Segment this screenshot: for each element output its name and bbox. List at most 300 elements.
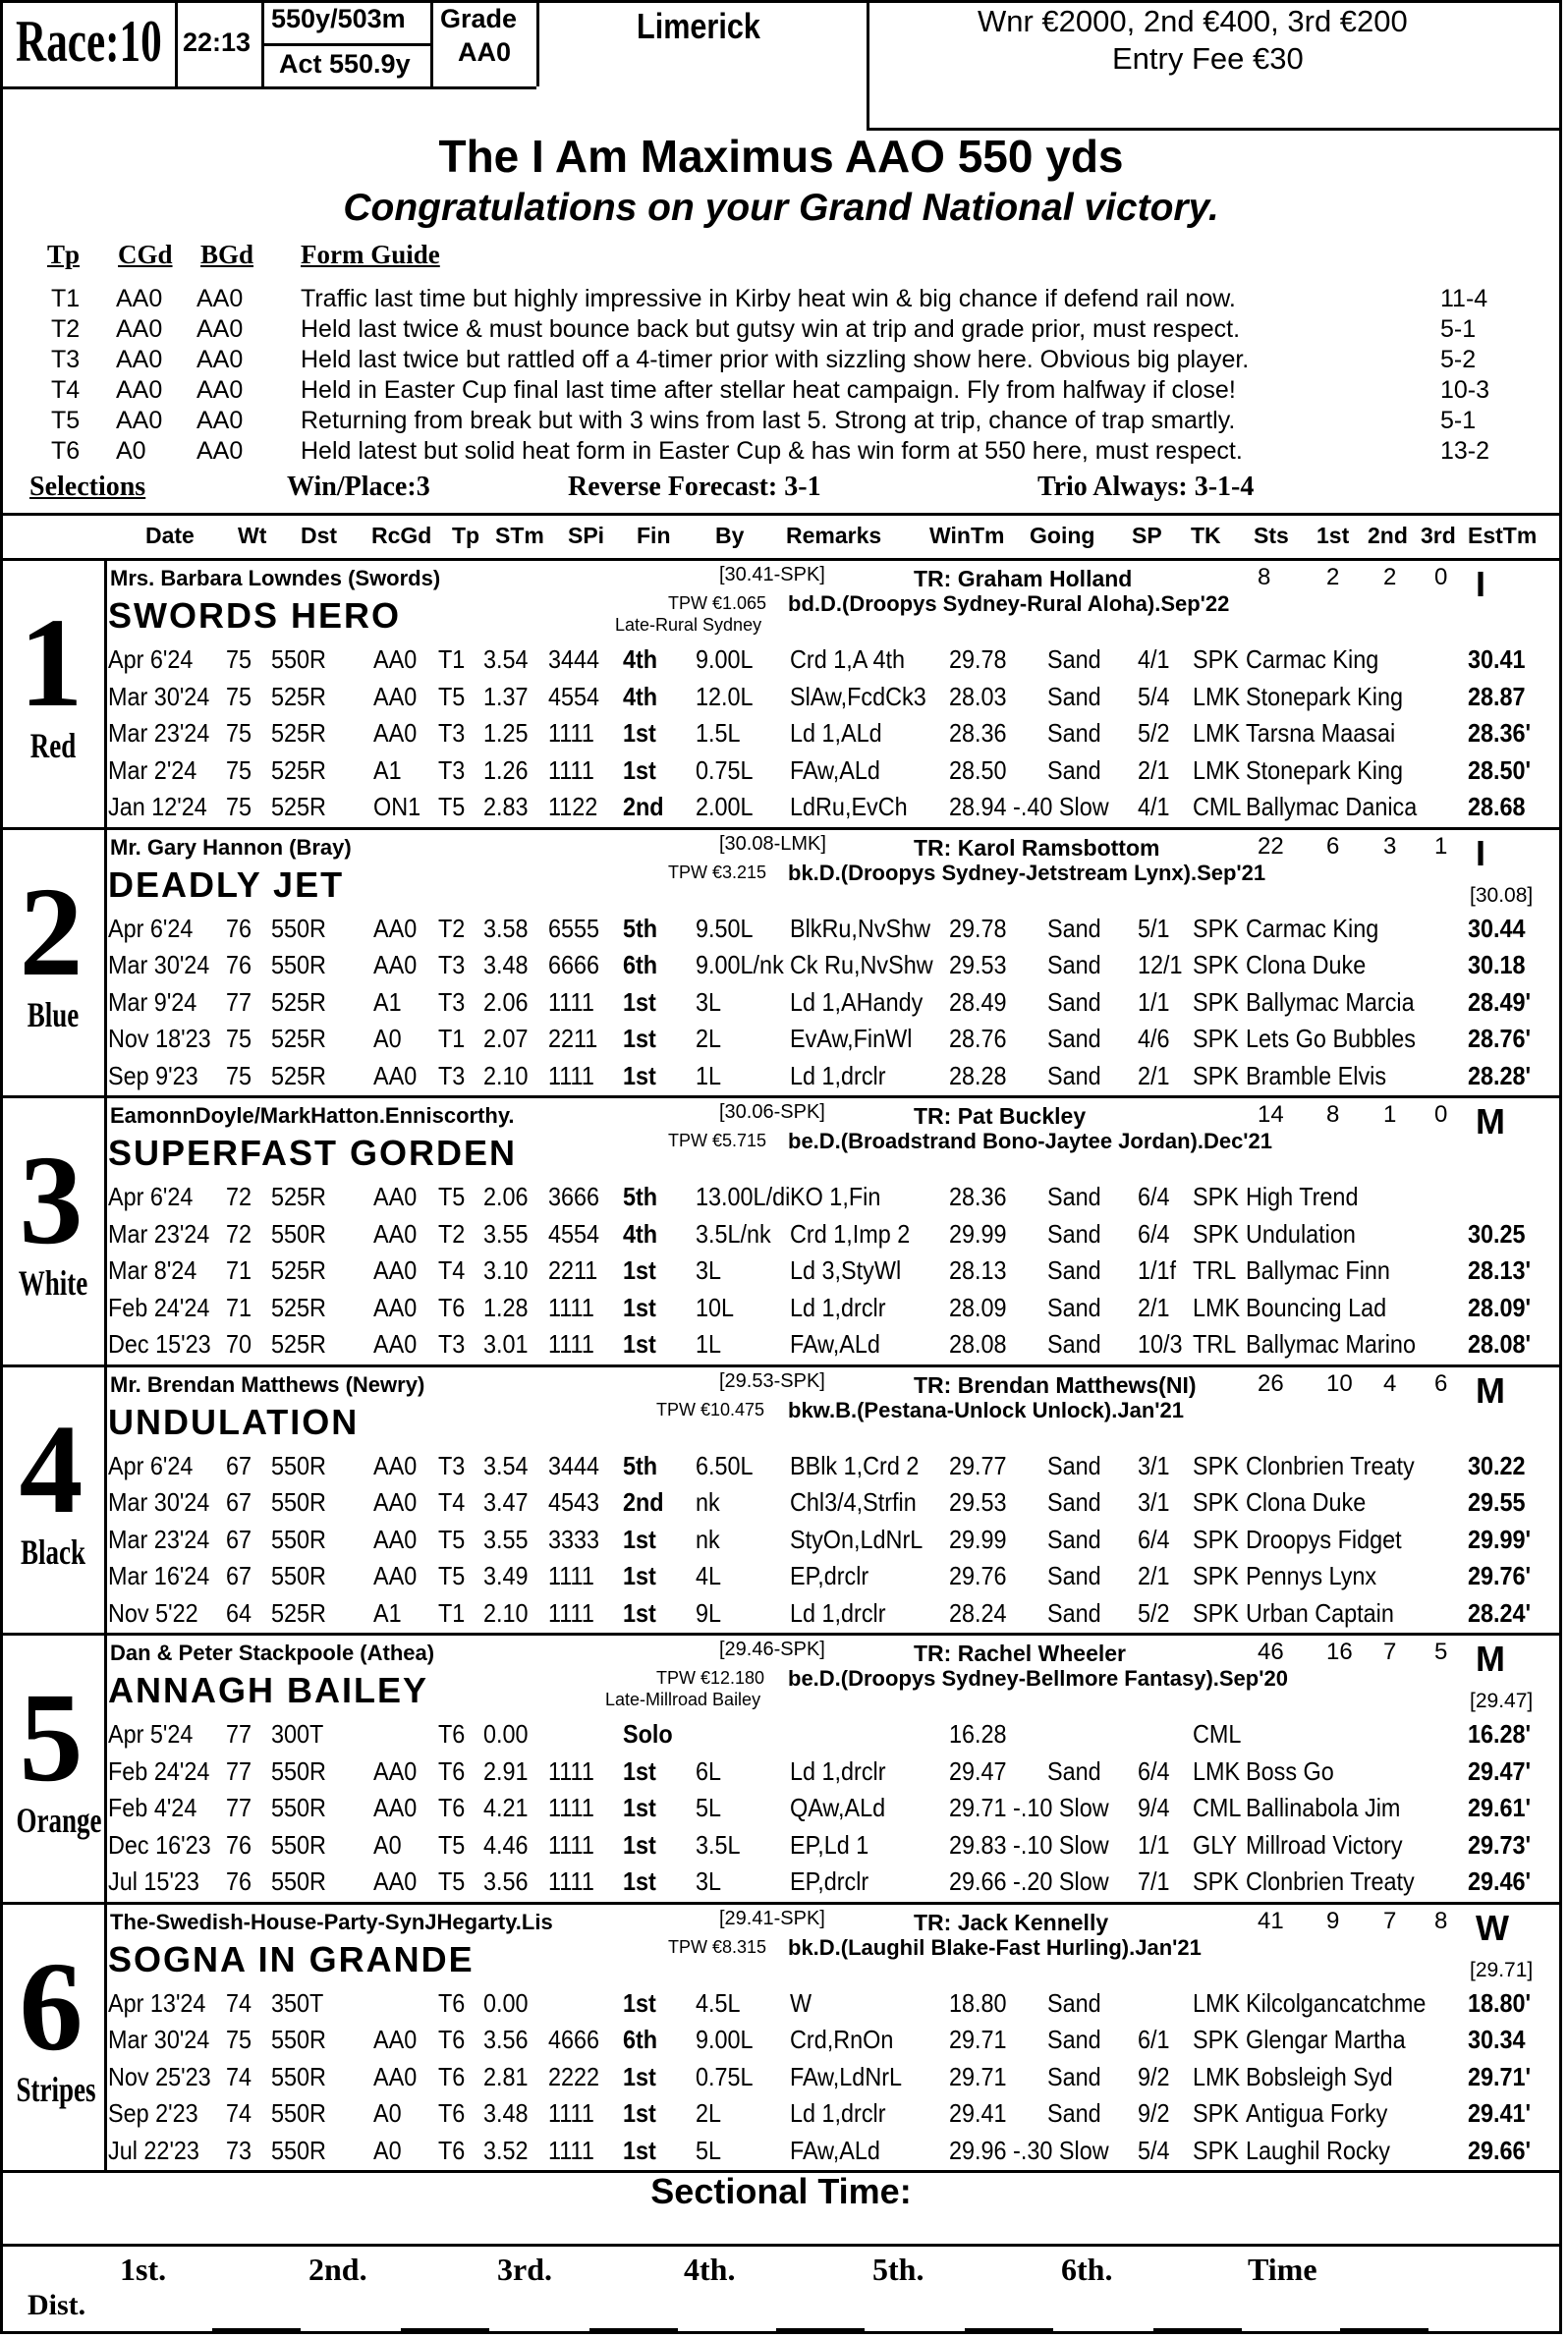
race-cell-winner: Droopys Fidget — [1246, 1524, 1402, 1554]
form-row-bgd: AA0 — [196, 346, 244, 373]
race-cell-stm: 2.07 — [483, 1024, 529, 1053]
race-cell-wintm: 29.41 — [949, 2098, 1007, 2128]
race-cell-est: 28.09' — [1468, 1292, 1532, 1322]
race-cell-fin: 1st — [623, 754, 656, 785]
race-cell-spi: 6666 — [548, 950, 600, 979]
race-cell-est: 29.47' — [1468, 1755, 1532, 1786]
race-cell-going: Sand — [1047, 1255, 1101, 1285]
thirds: 5 — [1434, 1639, 1448, 1665]
tpw-value: TPW €10.475 — [656, 1399, 765, 1420]
race-cell-wintm: 28.50 — [949, 754, 1007, 785]
reverse-forecast: Reverse Forecast: 3-1 — [568, 472, 821, 502]
race-cell-dst: 550R — [271, 1866, 326, 1896]
race-cell-est: 29.71' — [1468, 2061, 1532, 2091]
race-cell-est: 30.22 — [1468, 1450, 1526, 1480]
race-cell-dst: 300T — [271, 1719, 324, 1749]
form-row-text: Held latest but solid heat form in Easter Cup & has win form at 550 here, must respect. — [301, 437, 1243, 465]
race-cell-spi: 1111 — [548, 1597, 594, 1628]
race-cell-grd: AA0 — [373, 1292, 418, 1322]
race-cell-going: Sand — [1047, 1524, 1101, 1554]
race-cell-spi: 4666 — [548, 2025, 600, 2054]
race-cell-tp: T6 — [438, 1755, 466, 1786]
race-cell-wintm: 28.09 — [949, 1292, 1007, 1322]
owner-name: Dan & Peter Stackpoole (Athea) — [110, 1641, 435, 1665]
race-cell-wt: 75 — [226, 644, 252, 674]
race-cell-dst: 525R — [271, 1292, 326, 1322]
race-cell-est: 30.41 — [1468, 644, 1526, 674]
race-cell-spi: 1111 — [548, 2098, 594, 2128]
race-cell-spi: 1111 — [548, 1755, 594, 1786]
best-time: [30.06-SPK] — [719, 1101, 825, 1123]
race-cell-wintm: 18.80 — [949, 1987, 1007, 2018]
race-cell-going: Sand — [1047, 2098, 1101, 2128]
race-cell-remarks: EP,Ld 1 — [790, 1829, 869, 1860]
race-cell-winner: Clona Duke — [1246, 950, 1367, 979]
race-cell-going: Sand — [1047, 1182, 1101, 1211]
race-cell-dst: 550R — [271, 2135, 326, 2165]
race-grade: AA0 — [458, 37, 512, 67]
race-cell-going: Sand — [1047, 1060, 1101, 1090]
race-cell-tp: T6 — [438, 2135, 466, 2165]
race-cell-going: Sand — [1047, 1329, 1101, 1359]
race-cell-stm: 3.58 — [483, 913, 529, 943]
race-cell-winner: Ballymac Danica — [1246, 792, 1418, 821]
race-cell-wt: 74 — [226, 2098, 252, 2128]
trap-colour: Stripes — [16, 2069, 96, 2109]
race-cell-winner: Ballymac Marcia — [1246, 986, 1415, 1017]
race-cell-fin: 1st — [623, 2135, 656, 2165]
trap-number: 2 — [19, 861, 84, 1003]
race-cell-wintm: 29.78 — [949, 913, 1007, 943]
tpw-value: TPW €12.180 — [656, 1668, 765, 1688]
win-place: Win/Place:3 — [287, 472, 430, 502]
form-row-text: Held last twice but rattled off a 4-timer prior with sizzling show here. Obvious big player. — [301, 346, 1250, 373]
race-cell-fin: 1st — [623, 718, 656, 748]
race-cell-wt: 75 — [226, 2025, 252, 2054]
race-cell-spi: 6555 — [548, 913, 600, 943]
race-cell-wintm: 29.78 — [949, 644, 1007, 674]
race-cell-by: 2.00L — [696, 792, 754, 821]
race-cell-stm: 1.25 — [483, 718, 529, 748]
race-cell-by: nk — [696, 1487, 720, 1517]
race-cell-est: 28.68 — [1468, 792, 1526, 821]
column-header: By — [715, 523, 745, 548]
divider — [104, 1095, 107, 1364]
trainer-name: TR: Jack Kennelly — [914, 1909, 1109, 1935]
race-cell-sp: 5/2 — [1138, 1597, 1170, 1628]
race-cell-date: Apr 5'24 — [108, 1719, 194, 1749]
race-cell-going: Sand — [1047, 1450, 1101, 1480]
race-cell-fin: 1st — [623, 1597, 656, 1628]
form-row-bgd: AA0 — [196, 407, 244, 434]
race-cell-wt: 72 — [226, 1218, 252, 1249]
place-label: Time — [1248, 2252, 1317, 2287]
form-row-cgd: AA0 — [116, 376, 163, 404]
race-number: Race:10 — [16, 9, 162, 74]
race-cell-winner: Ballinabola Jim — [1246, 1793, 1401, 1822]
race-cell-sp: 2/1 — [1138, 1561, 1170, 1590]
trap-colour: Orange — [16, 1801, 102, 1840]
race-cell-tp: T6 — [438, 1987, 466, 2018]
race-cell-by: 3L — [696, 986, 722, 1017]
wins: 6 — [1326, 832, 1340, 860]
race-cell-est: 29.66' — [1468, 2135, 1532, 2165]
race-cell-date: Apr 6'24 — [108, 644, 194, 674]
race-cell-wt: 64 — [226, 1597, 252, 1628]
race-cell-remarks: FAw,LdNrL — [790, 2061, 903, 2091]
race-cell-wt: 75 — [226, 681, 252, 711]
wins: 10 — [1326, 1369, 1353, 1397]
best-time: [30.08-LMK] — [719, 832, 826, 855]
race-cell-remarks: W — [790, 1987, 812, 2018]
race-cell-est: 29.99' — [1468, 1524, 1532, 1554]
race-cell-tp: T2 — [438, 1218, 466, 1249]
race-cell-fin: 1st — [623, 1829, 656, 1860]
race-cell-tk: TRL — [1193, 1329, 1237, 1359]
race-cell-grd: A1 — [373, 1597, 402, 1628]
race-cell-wt: 67 — [226, 1450, 252, 1480]
race-cell-spi: 1111 — [548, 2135, 594, 2165]
race-cell-winner: High Trend — [1246, 1182, 1359, 1211]
race-cell-tk: CML — [1193, 1719, 1242, 1749]
trap-number: 5 — [19, 1667, 84, 1809]
race-cell-stm: 4.21 — [483, 1793, 529, 1822]
race-cell-grd: AA0 — [373, 950, 418, 979]
divider — [0, 1902, 1559, 1905]
breeding: be.D.(Droopys Sydney-Bellmore Fantasy).Sep'20 — [788, 1666, 1288, 1691]
race-cell-going: Sand — [1047, 1597, 1101, 1628]
race-cell-tp: T3 — [438, 986, 466, 1017]
race-cell-est: 28.24' — [1468, 1597, 1532, 1628]
race-cell-est: 18.80' — [1468, 1987, 1532, 2018]
form-header-guide: Form Guide — [301, 240, 440, 269]
race-cell-winner: Ballymac Finn — [1246, 1255, 1390, 1285]
divider — [104, 1633, 107, 1902]
form-row-trap: T5 — [51, 407, 81, 434]
race-cell-grd: AA0 — [373, 644, 418, 674]
race-cell-winner: Lets Go Bubbles — [1246, 1024, 1417, 1053]
race-cell-tp: T5 — [438, 1561, 466, 1590]
race-cell-sp: 7/1 — [1138, 1866, 1170, 1896]
race-cell-wintm: 29.83 -.10 Slow — [949, 1829, 1109, 1860]
race-cell-going: Sand — [1047, 1292, 1101, 1322]
race-cell-wintm: 16.28 — [949, 1719, 1007, 1749]
race-cell-going: Sand — [1047, 2061, 1101, 2091]
race-cell-stm: 3.48 — [483, 950, 529, 979]
race-cell-spi: 1111 — [548, 754, 594, 785]
race-cell-tp: T5 — [438, 1866, 466, 1896]
race-cell-by: 5L — [696, 2135, 722, 2165]
race-cell-tp: T5 — [438, 1524, 466, 1554]
thirds: 1 — [1434, 832, 1448, 860]
race-cell-grd: AA0 — [373, 718, 418, 748]
race-cell-stm: 2.81 — [483, 2061, 529, 2091]
race-cell-date: Nov 5'22 — [108, 1597, 198, 1628]
divider — [0, 558, 1559, 561]
divider — [175, 0, 178, 86]
race-cell-stm: 3.10 — [483, 1255, 529, 1285]
race-cell-date: Jan 12'24 — [108, 792, 207, 821]
race-cell-winner: Carmac King — [1246, 644, 1379, 674]
race-cell-spi: 3444 — [548, 1450, 600, 1480]
race-cell-tk: SPK — [1193, 1218, 1239, 1249]
race-cell-date: Mar 9'24 — [108, 986, 197, 1017]
race-cell-wt: 67 — [226, 1524, 252, 1554]
race-cell-by: 10L — [696, 1292, 735, 1322]
race-cell-est: 28.36' — [1468, 718, 1532, 748]
race-cell-est: 29.76' — [1468, 1561, 1532, 1590]
race-cell-grd: A0 — [373, 1829, 402, 1860]
race-cell-remarks: Crd 1,A 4th — [790, 644, 906, 674]
race-cell-stm: 2.10 — [483, 1597, 529, 1628]
thirds: 0 — [1434, 564, 1448, 590]
race-cell-going: Sand — [1047, 1218, 1101, 1249]
race-cell-spi: 1111 — [548, 1292, 594, 1322]
form-row-odds: 11-4 — [1440, 285, 1488, 312]
race-cell-tk: GLY — [1193, 1829, 1238, 1860]
race-cell-by: 6.50L — [696, 1450, 754, 1480]
column-header: Fin — [637, 523, 671, 548]
race-cell-by: 1.5L — [696, 718, 741, 748]
race-cell-wt: 77 — [226, 986, 252, 1017]
owner-name: Mr. Brendan Matthews (Newry) — [110, 1371, 425, 1397]
race-cell-spi: 2222 — [548, 2061, 600, 2091]
track-name: Limerick — [637, 6, 760, 46]
divider — [104, 827, 107, 1096]
race-cell-going: Sand — [1047, 1987, 1101, 2018]
race-cell-remarks: BlkRu,NvShw — [790, 913, 931, 943]
form-row-trap: T2 — [51, 315, 81, 343]
race-cell-date: Apr 6'24 — [108, 1182, 194, 1211]
race-cell-remarks: Crd,RnOn — [790, 2025, 894, 2054]
race-cell-stm: 0.00 — [483, 1987, 529, 2018]
race-cell-winner: Glengar Martha — [1246, 2025, 1406, 2054]
race-cell-stm: 4.46 — [483, 1829, 529, 1860]
race-cell-date: Apr 6'24 — [108, 913, 194, 943]
race-cell-spi: 1111 — [548, 1793, 594, 1822]
trainer-name: TR: Rachel Wheeler — [914, 1641, 1126, 1666]
race-cell-remarks: Chl3/4,Strfin — [790, 1487, 917, 1517]
race-cell-remarks: EP,drclr — [790, 1866, 869, 1896]
race-cell-remarks: StyOn,LdNrL — [790, 1524, 924, 1554]
race-cell-by: 13.00L/di — [696, 1182, 791, 1211]
race-cell-est: 29.46' — [1468, 1866, 1532, 1896]
divider — [104, 1364, 107, 1634]
race-cell-stm: 0.00 — [483, 1719, 529, 1749]
race-cell-est: 28.13' — [1468, 1255, 1532, 1285]
race-cell-wt: 73 — [226, 2135, 252, 2165]
column-header: Tp — [452, 523, 480, 548]
race-cell-fin: 6th — [623, 950, 658, 979]
race-cell-remarks: FAw,ALd — [790, 754, 880, 785]
race-cell-spi: 3444 — [548, 644, 600, 674]
race-cell-winner: Millroad Victory — [1246, 1829, 1403, 1860]
race-cell-stm: 1.37 — [483, 681, 529, 711]
column-header: RcGd — [371, 523, 432, 548]
race-cell-tp: T3 — [438, 1450, 466, 1480]
breeding: bkw.B.(Pestana-Unlock Unlock).Jan'21 — [788, 1397, 1184, 1422]
place-blank-line — [212, 2328, 301, 2331]
race-cell-grd: AA0 — [373, 1755, 418, 1786]
race-cell-stm: 2.91 — [483, 1755, 529, 1786]
race-cell-tp: T6 — [438, 2098, 466, 2128]
race-cell-remarks: SlAw,FcdCk3 — [790, 681, 926, 711]
dog-name: DEADLY JET — [108, 863, 345, 905]
column-header: Sts — [1254, 523, 1289, 548]
column-header: TK — [1191, 523, 1221, 548]
thirds: 0 — [1434, 1101, 1448, 1128]
race-cell-spi: 1122 — [548, 792, 598, 821]
race-cell-wintm: 28.08 — [949, 1329, 1007, 1359]
race-cell-going: Sand — [1047, 1487, 1101, 1517]
race-cell-grd: AA0 — [373, 1060, 418, 1090]
race-cell-sp: 5/1 — [1138, 913, 1170, 943]
race-cell-grd: A1 — [373, 754, 402, 785]
divider — [0, 86, 536, 89]
dog-grade: M — [1476, 1369, 1505, 1411]
race-cell-date: Sep 2'23 — [108, 2098, 198, 2128]
race-cell-wt: 70 — [226, 1329, 252, 1359]
race-cell-wt: 76 — [226, 1866, 252, 1896]
starts: 26 — [1258, 1369, 1284, 1397]
race-cell-dst: 525R — [271, 754, 326, 785]
race-cell-going: Sand — [1047, 681, 1101, 711]
race-cell-date: Feb 4'24 — [108, 1793, 197, 1822]
form-row-odds: 5-2 — [1440, 346, 1477, 373]
race-cell-fin: 1st — [623, 986, 656, 1017]
race-cell-winner: Clona Duke — [1246, 1487, 1367, 1517]
seconds: 4 — [1383, 1369, 1397, 1397]
race-cell-fin: 5th — [623, 1450, 658, 1480]
grade-label: Grade — [440, 4, 518, 33]
trainer-name: TR: Karol Ramsbottom — [914, 834, 1160, 861]
race-cell-spi: 4554 — [548, 681, 600, 711]
race-cell-winner: Urban Captain — [1246, 1597, 1394, 1628]
race-cell-wt: 74 — [226, 1987, 252, 2018]
trap-number: 4 — [19, 1398, 84, 1540]
race-cell-remarks: FAw,ALd — [790, 2135, 880, 2165]
race-cell-spi: 2211 — [548, 1024, 598, 1053]
race-cell-date: Apr 13'24 — [108, 1987, 206, 2018]
race-cell-tp: T3 — [438, 1329, 466, 1359]
race-cell-sp: 1/1 — [1138, 986, 1170, 1017]
owner-name: EamonnDoyle/MarkHatton.Enniscorthy. — [110, 1103, 515, 1128]
race-cell-remarks: Ld 1,AHandy — [790, 986, 924, 1017]
race-cell-tk: SPK — [1193, 2098, 1239, 2128]
race-cell-stm: 3.54 — [483, 1450, 529, 1480]
race-cell-tk: SPK — [1193, 1182, 1239, 1211]
divider — [0, 1364, 1559, 1367]
tpw-value: TPW €5.715 — [668, 1131, 767, 1150]
race-cell-tp: T4 — [438, 1487, 466, 1517]
race-cell-sp: 1/1 — [1138, 1829, 1170, 1860]
race-cell-wintm: 29.76 — [949, 1561, 1007, 1590]
race-cell-winner: Tarsna Maasai — [1246, 718, 1396, 748]
race-cell-tk: LMK — [1193, 2061, 1241, 2091]
column-header: SPi — [568, 523, 605, 548]
race-cell-sp: 10/3 — [1138, 1329, 1183, 1359]
race-time: 22:13 — [183, 28, 252, 57]
race-cell-tk: TRL — [1193, 1255, 1237, 1285]
race-cell-winner: Antigua Forky — [1246, 2098, 1388, 2128]
race-cell-sp: 9/2 — [1138, 2061, 1170, 2091]
race-cell-dst: 525R — [271, 792, 326, 821]
race-cell-tk: SPK — [1193, 2025, 1239, 2054]
race-cell-by: 4L — [696, 1561, 722, 1590]
race-cell-spi: 1111 — [548, 718, 594, 748]
form-row-odds: 13-2 — [1440, 437, 1490, 465]
tpw-value: TPW €1.065 — [668, 593, 767, 613]
form-header-bgd: BGd — [200, 240, 254, 269]
race-cell-fin: 1st — [623, 1060, 656, 1090]
race-cell-fin: 1st — [623, 2098, 656, 2128]
actual-distance: Act 550.9y — [279, 49, 411, 79]
thirds: 8 — [1434, 1907, 1448, 1934]
column-header: Dst — [301, 523, 338, 548]
race-cell-fin: 4th — [623, 1218, 658, 1249]
place-blank-line — [965, 2328, 1053, 2331]
race-cell-dst: 550R — [271, 1487, 326, 1517]
divider — [104, 1902, 107, 2171]
race-cell-est: 30.44 — [1468, 913, 1526, 943]
race-cell-dst: 550R — [271, 1218, 326, 1249]
race-cell-tp: T3 — [438, 718, 466, 748]
race-cell-wintm: 28.03 — [949, 681, 1007, 711]
form-row-text: Returning from break but with 3 wins from last 5. Strong at trip, chance of trap smartly. — [301, 407, 1236, 434]
form-row-cgd: AA0 — [116, 285, 163, 312]
est-note: [29.71] — [1470, 1958, 1534, 1981]
race-cell-grd: AA0 — [373, 1524, 418, 1554]
race-cell-fin: 2nd — [623, 1487, 664, 1517]
race-cell-tp: T3 — [438, 1060, 466, 1090]
race-cell-remarks: Ld 1,drclr — [790, 1597, 886, 1628]
form-row-bgd: AA0 — [196, 285, 244, 312]
race-cell-tk: SPK — [1193, 986, 1239, 1017]
race-cell-stm: 2.83 — [483, 792, 529, 821]
place-blank-line — [401, 2328, 489, 2331]
race-cell-date: Feb 24'24 — [108, 1292, 210, 1322]
starts: 46 — [1258, 1639, 1284, 1665]
race-cell-winner: Kilcolgancatchme — [1246, 1987, 1427, 2018]
race-cell-dst: 550R — [271, 2025, 326, 2054]
race-cell-remarks: EP,drclr — [790, 1561, 869, 1590]
race-cell-date: Mar 23'24 — [108, 718, 210, 748]
race-cell-fin: 1st — [623, 1561, 656, 1590]
column-header: Remarks — [786, 523, 882, 548]
race-cell-sp: 2/1 — [1138, 1060, 1170, 1090]
trap-colour: White — [18, 1263, 88, 1303]
race-cell-tk: CML — [1193, 792, 1242, 821]
trainer-name: TR: Brendan Matthews(NI) — [914, 1371, 1197, 1398]
race-cell-dst: 525R — [271, 681, 326, 711]
dog-name: UNDULATION — [108, 1401, 360, 1442]
race-cell-dst: 550R — [271, 1793, 326, 1822]
race-cell-stm: 3.01 — [483, 1329, 529, 1359]
column-header: Wt — [238, 523, 267, 548]
place-label: 1st. — [120, 2252, 167, 2287]
race-cell-wt: 75 — [226, 718, 252, 748]
race-cell-winner: Bouncing Lad — [1246, 1292, 1387, 1322]
race-cell-tk: SPK — [1193, 2135, 1239, 2165]
race-cell-sp: 3/1 — [1138, 1487, 1170, 1517]
race-cell-fin: 2nd — [623, 792, 664, 821]
race-cell-by: 9L — [696, 1597, 722, 1628]
race-cell-tk: SPK — [1193, 1450, 1239, 1480]
race-cell-winner: Pennys Lynx — [1246, 1561, 1377, 1590]
race-cell-winner: Undulation — [1246, 1218, 1356, 1249]
race-cell-date: Apr 6'24 — [108, 1450, 194, 1480]
race-cell-date: Sep 9'23 — [108, 1060, 198, 1090]
